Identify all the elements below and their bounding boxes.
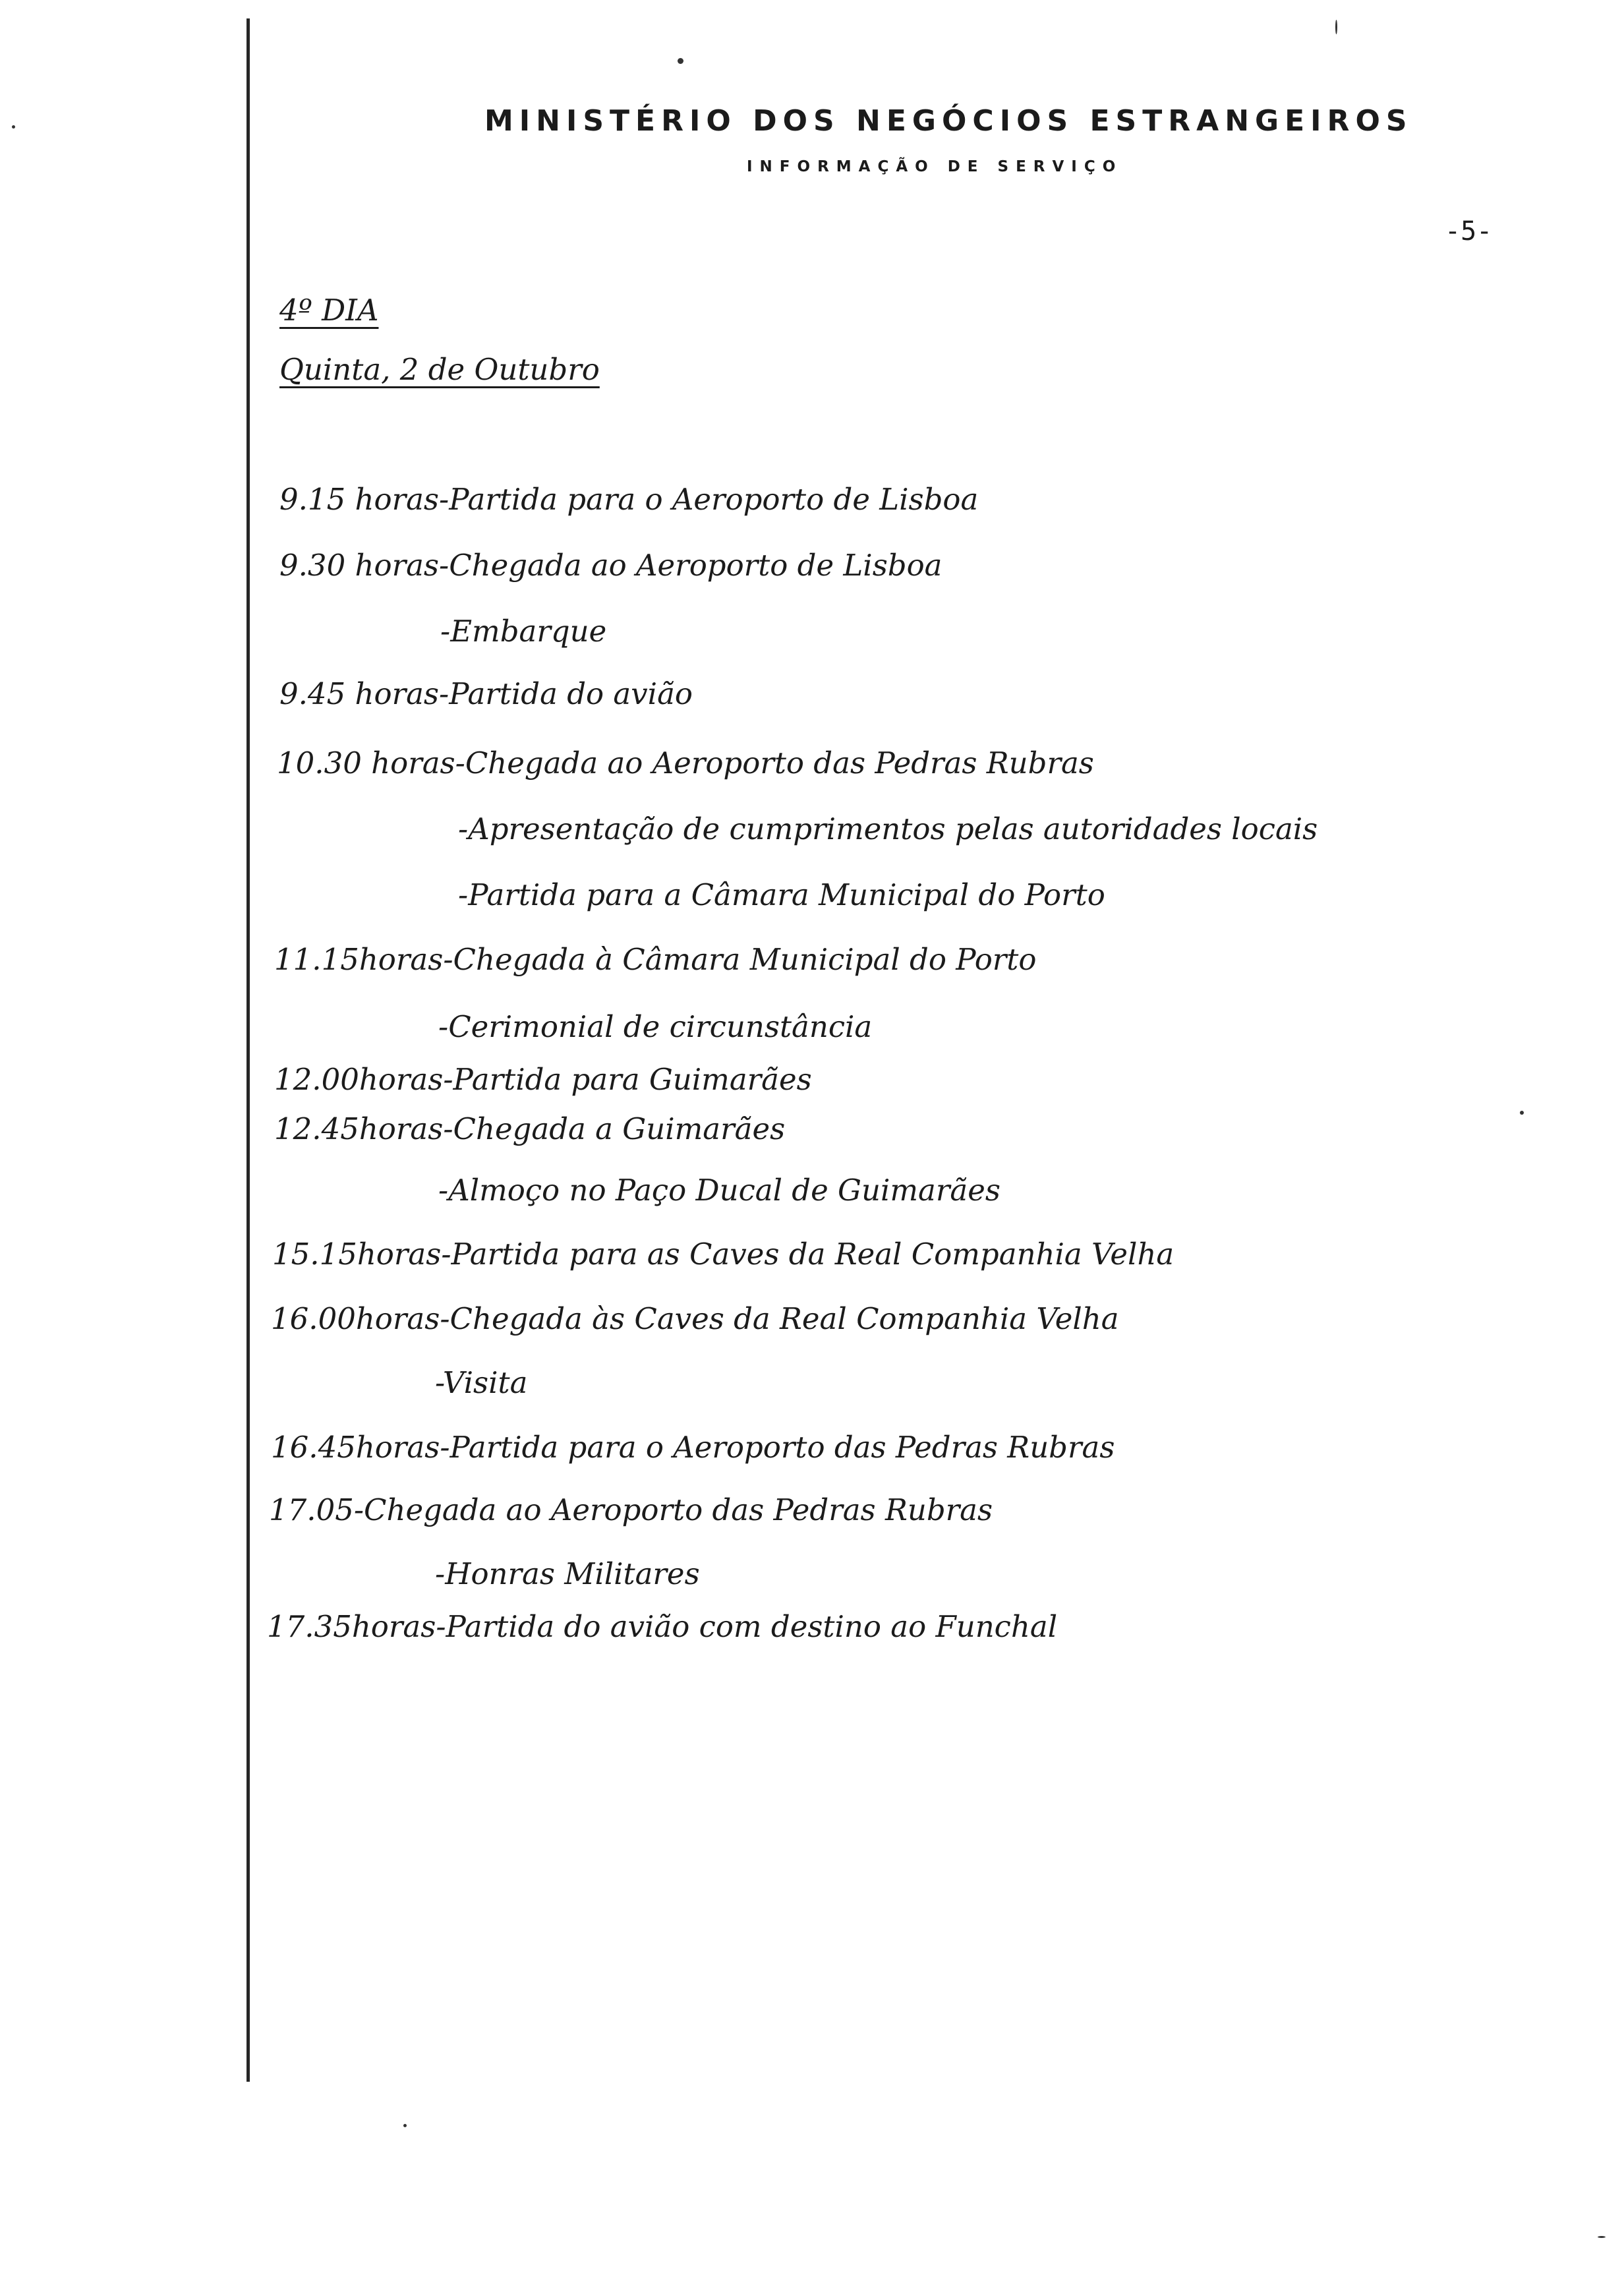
schedule-item: 17.35horas-Partida do avião com destino ao Funchal [267, 1609, 1058, 1644]
schedule-item: 11.15horas-Chegada à Câmara Municipal do Porto [274, 942, 1037, 977]
day-date: Quinta, 2 de Outubro [279, 352, 600, 387]
schedule-item: 9.15 horas-Partida para o Aeroporto de Lisboa [279, 482, 979, 517]
schedule-item: 16.00horas-Chegada às Caves da Real Companhia Velha [271, 1301, 1119, 1336]
schedule-item: 17.05-Chegada ao Aeroporto das Pedras Rubras [269, 1492, 993, 1527]
scan-speck [403, 2124, 407, 2127]
scan-speck [12, 125, 15, 129]
schedule-item: 12.00horas-Partida para Guimarães [274, 1062, 812, 1097]
schedule-item: 9.30 horas-Chegada ao Aeroporto de Lisboa [279, 548, 942, 583]
schedule-subitem: -Apresentação de cumprimentos pelas autoridades locais [458, 811, 1318, 846]
schedule-subitem: -Almoço no Paço Ducal de Guimarães [438, 1173, 1000, 1208]
schedule-subitem: -Honras Militares [435, 1556, 700, 1591]
schedule-item: 12.45horas-Chegada a Guimarães [274, 1111, 786, 1146]
schedule-subitem: -Cerimonial de circunstância [438, 1009, 873, 1044]
schedule-item: 16.45horas-Partida para o Aeroporto das Pedras Rubras [271, 1430, 1115, 1465]
schedule-item: 15.15horas-Partida para as Caves da Real Companhia Velha [272, 1237, 1174, 1272]
scan-speck [1335, 20, 1337, 34]
scan-speck [678, 58, 683, 64]
service-subheader: INFORMAÇÃO DE SERVIÇO [747, 158, 1123, 175]
scan-speck [1520, 1111, 1524, 1115]
schedule-subitem: -Visita [435, 1365, 528, 1400]
ministry-header: MINISTÉRIO DOS NEGÓCIOS ESTRANGEIROS [484, 104, 1413, 138]
left-margin-rule [246, 18, 250, 2082]
scan-speck [1598, 2236, 1606, 2238]
schedule-subitem: -Partida para a Câmara Municipal do Porto [458, 877, 1105, 912]
schedule-item: 9.45 horas-Partida do avião [279, 676, 693, 711]
schedule-subitem: -Embarque [440, 614, 607, 649]
day-label: 4º DIA [279, 293, 379, 328]
page-number: -5- [1445, 216, 1493, 247]
schedule-item: 10.30 horas-Chegada ao Aeroporto das Pedras Rubras [277, 746, 1094, 780]
